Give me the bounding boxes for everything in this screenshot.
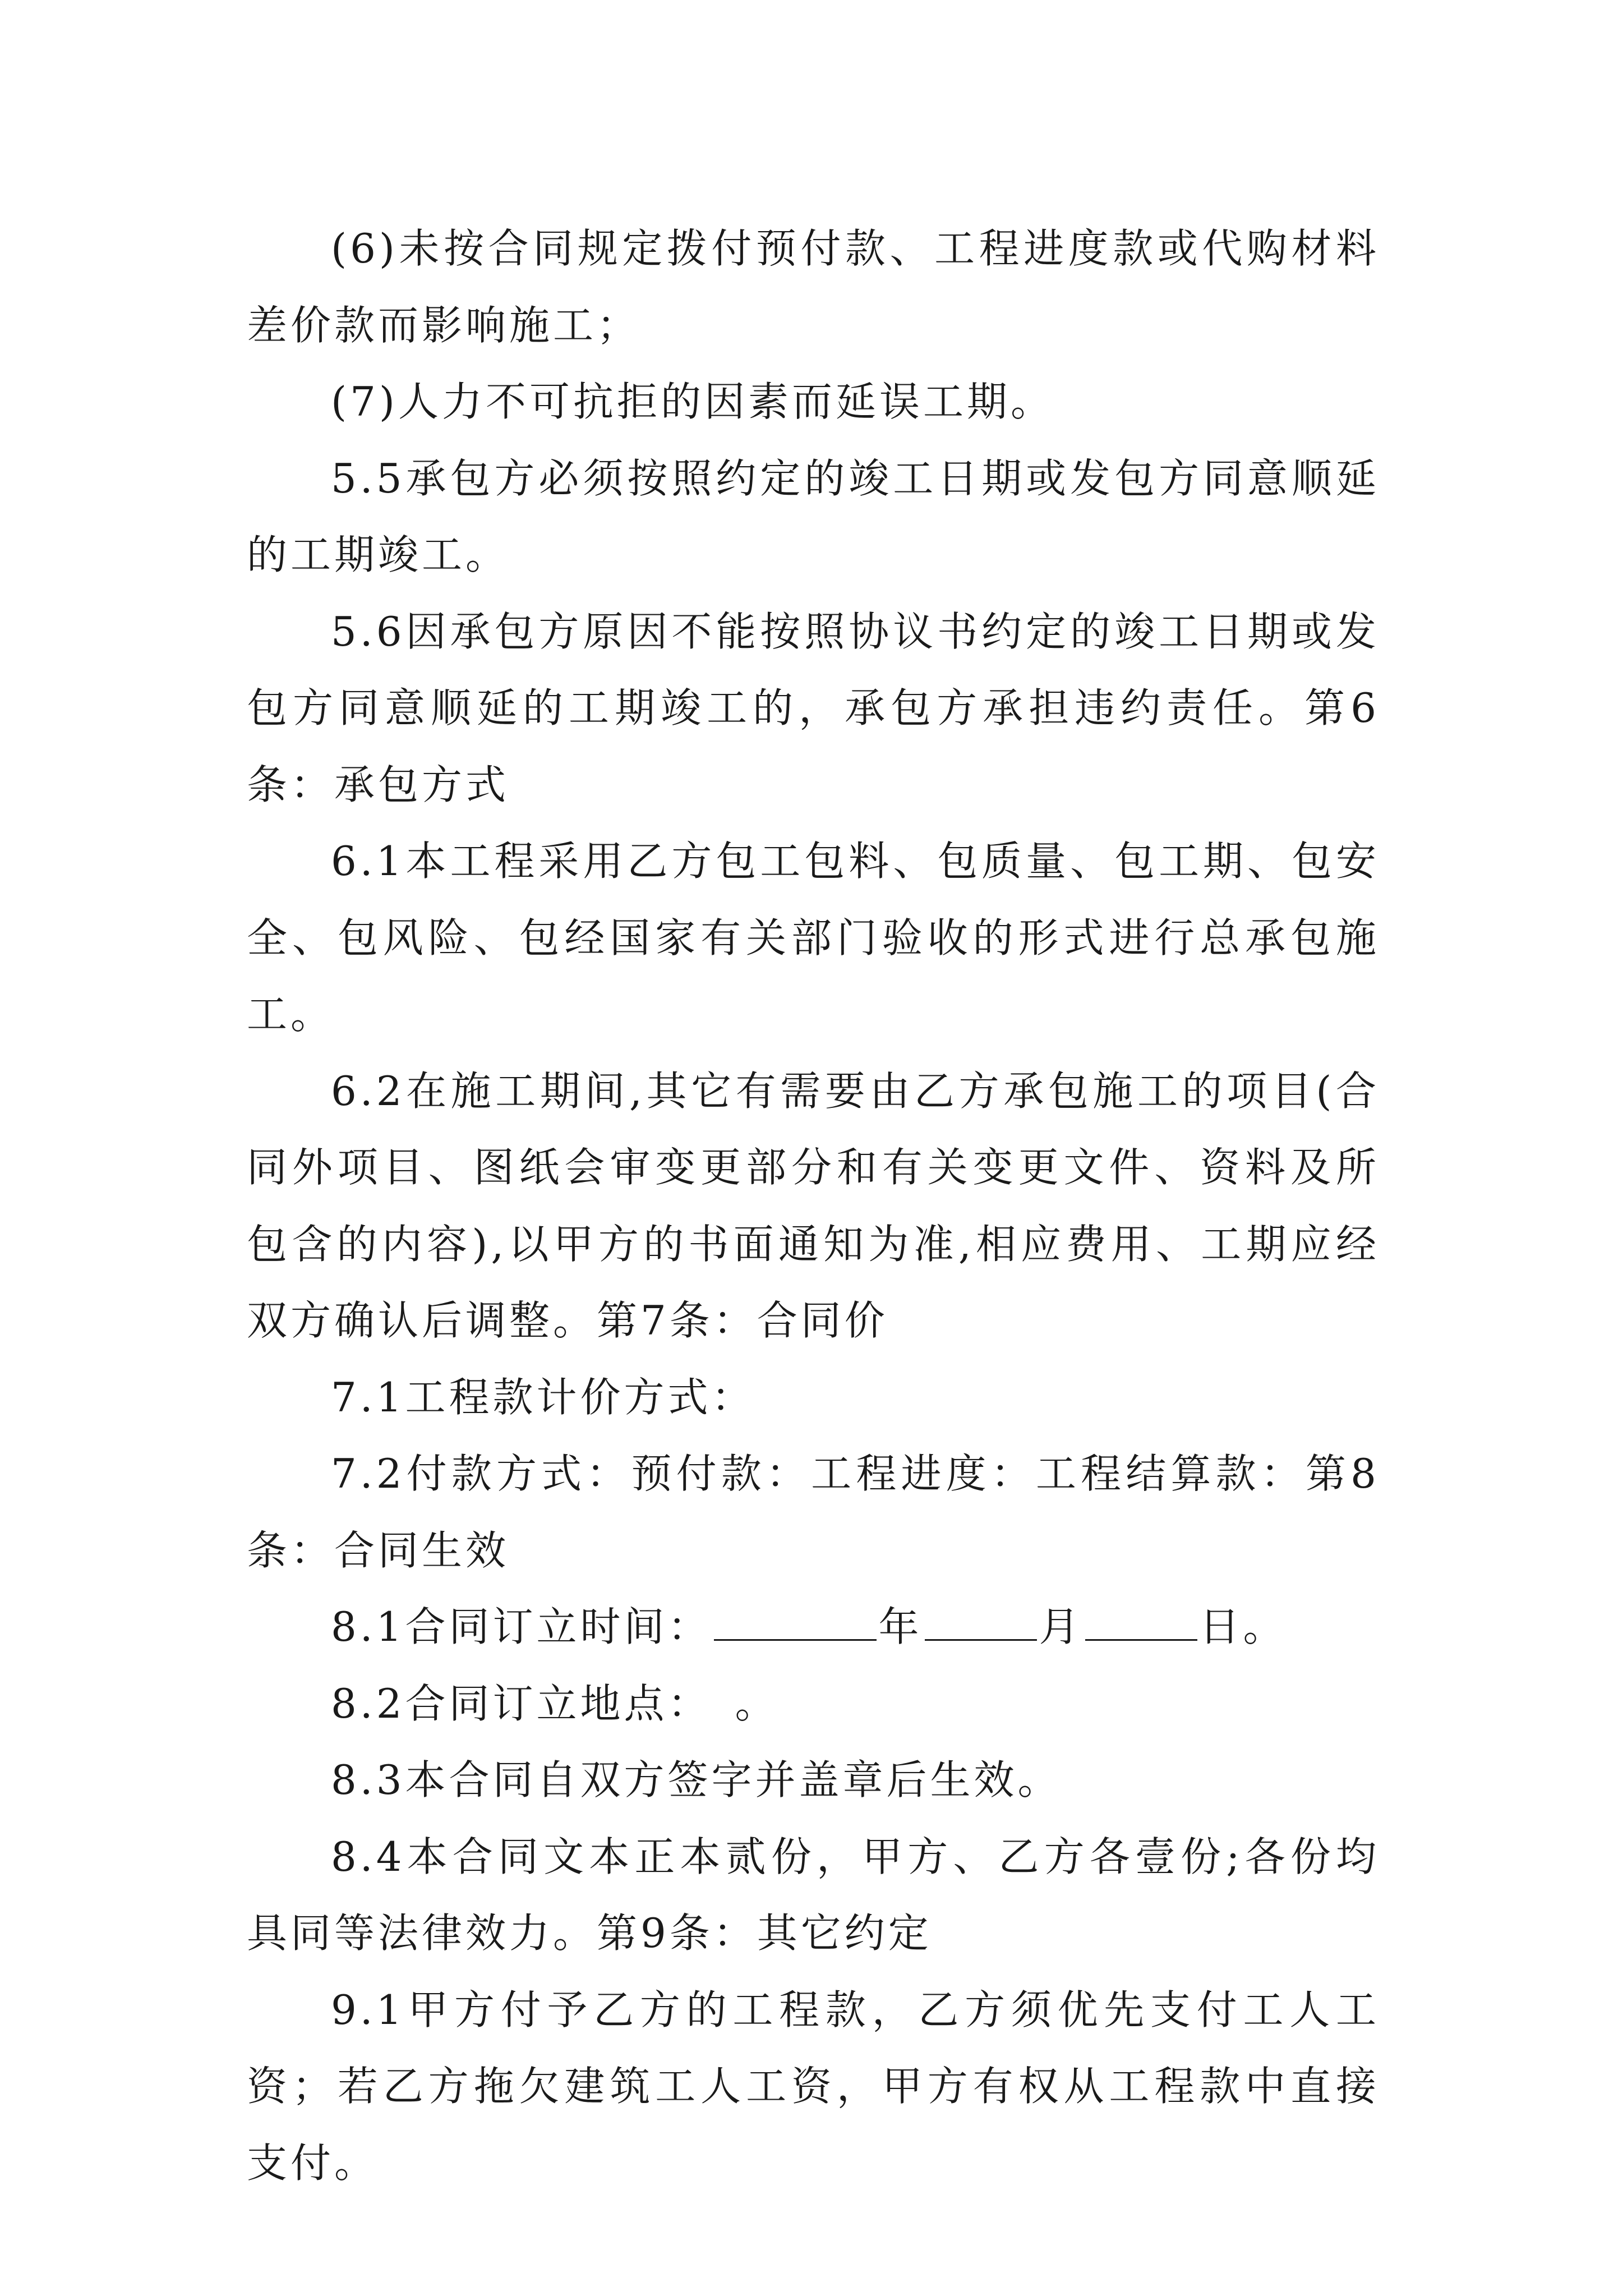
month-blank [925,1594,1037,1641]
month-label: 月 [1039,1603,1083,1650]
clause-8-4: 8.4本合同文本正本贰份，甲方、乙方各壹份;各份均具同等法律效力。第9条：其它约定 [247,1833,1380,1957]
clause-7-1: 7.1工程款计价方式： [331,1373,755,1421]
year-label: 年 [878,1603,923,1650]
clause-5-4-item-6: (6)未按合同规定拨付预付款、工程进度款或代购材料差价款而影响施工； [247,225,1380,349]
clause-5-6: 5.6因承包方原因不能按照协议书约定的竣工日期或发包方同意顺延的工期竣工的，承包方承担违约责任。第6条：承包方式 [247,608,1380,808]
year-blank [714,1594,877,1641]
date-prefix: 8.1合同订立时间： [331,1603,712,1650]
day-blank [1085,1594,1197,1641]
clause-7-2: 7.2付款方式：预付款：工程进度：工程结算款：第8条：合同生效 [247,1450,1380,1574]
clause-6-1: 6.1本工程采用乙方包工包料、包质量、包工期、包安全、包风险、包经国家有关部门验收的形式进行总承包施工。 [247,838,1380,1038]
clause-6-2: 6.2在施工期间,其它有需要由乙方承包施工的项目(合同外项目、图纸会审变更部分和有关变更文件、资料及所包含的内容),以甲方的书面通知为准,相应费用、工期应经双方确认后调整。第7条：合同价 [247,1067,1380,1344]
clause-5-5: 5.5承包方必须按照约定的竣工日期或发包方同意顺延的工期竣工。 [247,454,1380,578]
clause-8-3: 8.3本合同自双方签字并盖章后生效。 [331,1756,1062,1803]
clause-9-1: 9.1甲方付予乙方的工程款，乙方须优先支付工人工资；若乙方拖欠建筑工人工资，甲方有权从工程款中直接支付。 [247,1986,1380,2187]
clause-5-4-item-7: (7)人力不可抗拒的因素而延误工期。 [331,378,1054,425]
day-label: 日。 [1199,1603,1287,1650]
clause-8-1 [247,1589,1380,1665]
clause-8-2: 8.2合同订立地点： 。 [331,1680,779,1727]
document-body [247,210,1380,2201]
